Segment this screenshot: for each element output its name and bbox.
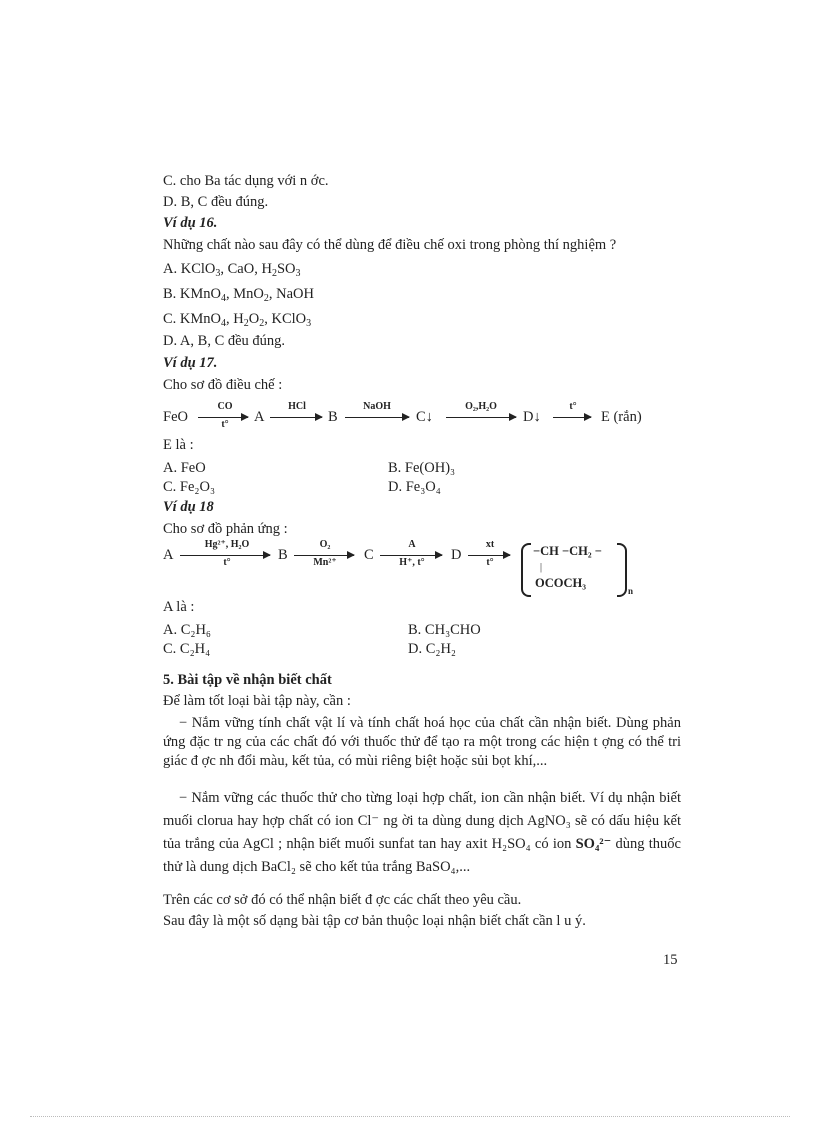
arrow5-label-top: t° bbox=[569, 401, 577, 412]
ex18-option-a: A. C₂H₆ bbox=[163, 622, 211, 638]
polymer-left-bracket bbox=[521, 543, 531, 597]
node-e: E (rắn) bbox=[601, 409, 642, 425]
arrow-4 bbox=[468, 555, 510, 556]
arrow-2 bbox=[294, 555, 354, 556]
polymer-bond: | bbox=[540, 562, 543, 573]
node-c: C bbox=[364, 547, 374, 563]
ex17-option-a: A. FeO bbox=[163, 460, 206, 476]
paragraph-4: Sau đây là một số dạng bài tập cơ bản thuộc loại nhận biết chất cần l u ý. bbox=[163, 913, 586, 929]
arrow2-label-bottom: Mn²⁺ bbox=[313, 557, 337, 568]
ex18-a-label: A là : bbox=[163, 599, 195, 615]
example-18-question: Cho sơ đồ phản ứng : bbox=[163, 521, 288, 537]
arrow1-label-bottom: t° bbox=[223, 557, 231, 568]
arrow3-label-top: A bbox=[408, 539, 416, 550]
arrow3-label-bottom: H⁺, t° bbox=[399, 557, 425, 568]
node-b: B bbox=[328, 409, 338, 425]
section-5-intro: Để làm tốt loại bài tập này, cần : bbox=[163, 693, 351, 709]
option-d: D. B, C đều đúng. bbox=[163, 194, 269, 210]
arrow2-label-top: HCl bbox=[288, 401, 306, 412]
scheme-start: A bbox=[163, 547, 174, 563]
page-number: 15 bbox=[663, 952, 678, 968]
ex17-e-label: E là : bbox=[163, 437, 194, 453]
ex16-option-d: D. A, B, C đều đúng. bbox=[163, 333, 286, 349]
arrow1-label-bottom: t° bbox=[221, 419, 229, 430]
ex16-option-c: C. KMnO$_4$, $H_2O_2$, KClO$_3$ bbox=[163, 311, 312, 329]
arrow3-label-top: NaOH bbox=[363, 401, 391, 412]
ex17-option-c: C. Fe₂O₃ bbox=[163, 479, 216, 495]
arrow-3 bbox=[345, 417, 409, 418]
ex18-option-c: C. C₂H₄ bbox=[163, 641, 211, 657]
option-c: C. cho Ba tác dụng với n ớc. bbox=[163, 173, 329, 189]
page-bottom-border bbox=[30, 1116, 790, 1117]
example-18-title: Ví dụ 18 bbox=[163, 499, 214, 515]
paragraph-2: − Nắm vững các thuốc thử cho từng loại hợp chất, ion cần nhận biết. Ví dụ nhận biết muối clorua hay hợp chất có ion Cl⁻ ng ời ta dùng dung dịch AgNO₃ sẽ có dấu hiệu kết tủa trắng của AgCl ; nhận biết muối sunfat tan hay axit H₂SO₄ có ion SO₄²⁻ dùng thuốc thử là dung dịch BaCl₂ sẽ cho kết tủa trắng BaSO₄,... bbox=[163, 790, 681, 875]
example-17-question: Cho sơ đồ điều chế : bbox=[163, 377, 283, 393]
arrow-5 bbox=[553, 417, 591, 418]
arrow-3 bbox=[380, 555, 442, 556]
node-d: D↓ bbox=[523, 409, 541, 425]
arrow1-label-top: Hg²⁺, H₂O bbox=[204, 539, 250, 550]
section-5-title: 5. Bài tập về nhận biết chất bbox=[163, 672, 332, 688]
ex16-option-b: B. KMnO$_4$, MnO$_2$, NaOH bbox=[163, 286, 314, 304]
arrow2-label-top: O₂ bbox=[319, 539, 331, 550]
polymer-side-group: OCOCH₃ bbox=[535, 576, 586, 590]
ex17-option-d: D. Fe₃O₄ bbox=[388, 479, 441, 495]
node-b: B bbox=[278, 547, 288, 563]
node-a: A bbox=[254, 409, 265, 425]
paragraph-3: Trên các cơ sở đó có thể nhận biết đ ợc các chất theo yêu cầu. bbox=[163, 892, 522, 908]
node-c: C↓ bbox=[416, 409, 433, 425]
ex18-option-d: D. C₂H₂ bbox=[408, 641, 456, 657]
polymer-right-bracket bbox=[617, 543, 627, 597]
paragraph-1: − Nắm vững tính chất vật lí và tính chất hoá học của chất cần nhận biết. Dùng phản ứng đặc tr ng của các chất đó với thuốc thử để tạo ra một trong các hiện t ợng có thể tri giác đ ợc nh đổi màu, kết tủa, có mùi riêng biệt hoặc sủi bọt khí,... bbox=[163, 715, 681, 769]
example-16-question: Những chất nào sau đây có thể dùng để điều chế oxi trong phòng thí nghiệm ? bbox=[163, 237, 617, 253]
example-16-title: Ví dụ 16. bbox=[163, 215, 218, 231]
arrow4-label-top: xt bbox=[485, 539, 495, 550]
example-17-title: Ví dụ 17. bbox=[163, 355, 218, 371]
arrow-2 bbox=[270, 417, 322, 418]
arrow1-label-top: CO bbox=[217, 401, 233, 412]
node-d: D bbox=[451, 547, 462, 563]
polymer-n: n bbox=[628, 586, 634, 596]
ex17-option-b: B. Fe(OH)₃ bbox=[388, 460, 456, 476]
ex18-option-b: B. CH₃CHO bbox=[408, 622, 481, 638]
arrow-1 bbox=[198, 417, 248, 418]
scheme-start: FeO bbox=[163, 409, 188, 425]
arrow-1 bbox=[180, 555, 270, 556]
ex16-option-a: A. KClO$_3$, CaO, $H_2SO_3$ bbox=[163, 261, 301, 279]
arrow-4 bbox=[446, 417, 516, 418]
polymer-chain: −CH −CH₂ − bbox=[533, 544, 602, 558]
arrow4-label-bottom: t° bbox=[486, 557, 494, 568]
arrow4-label-top: O₂,H₂O bbox=[465, 401, 497, 412]
